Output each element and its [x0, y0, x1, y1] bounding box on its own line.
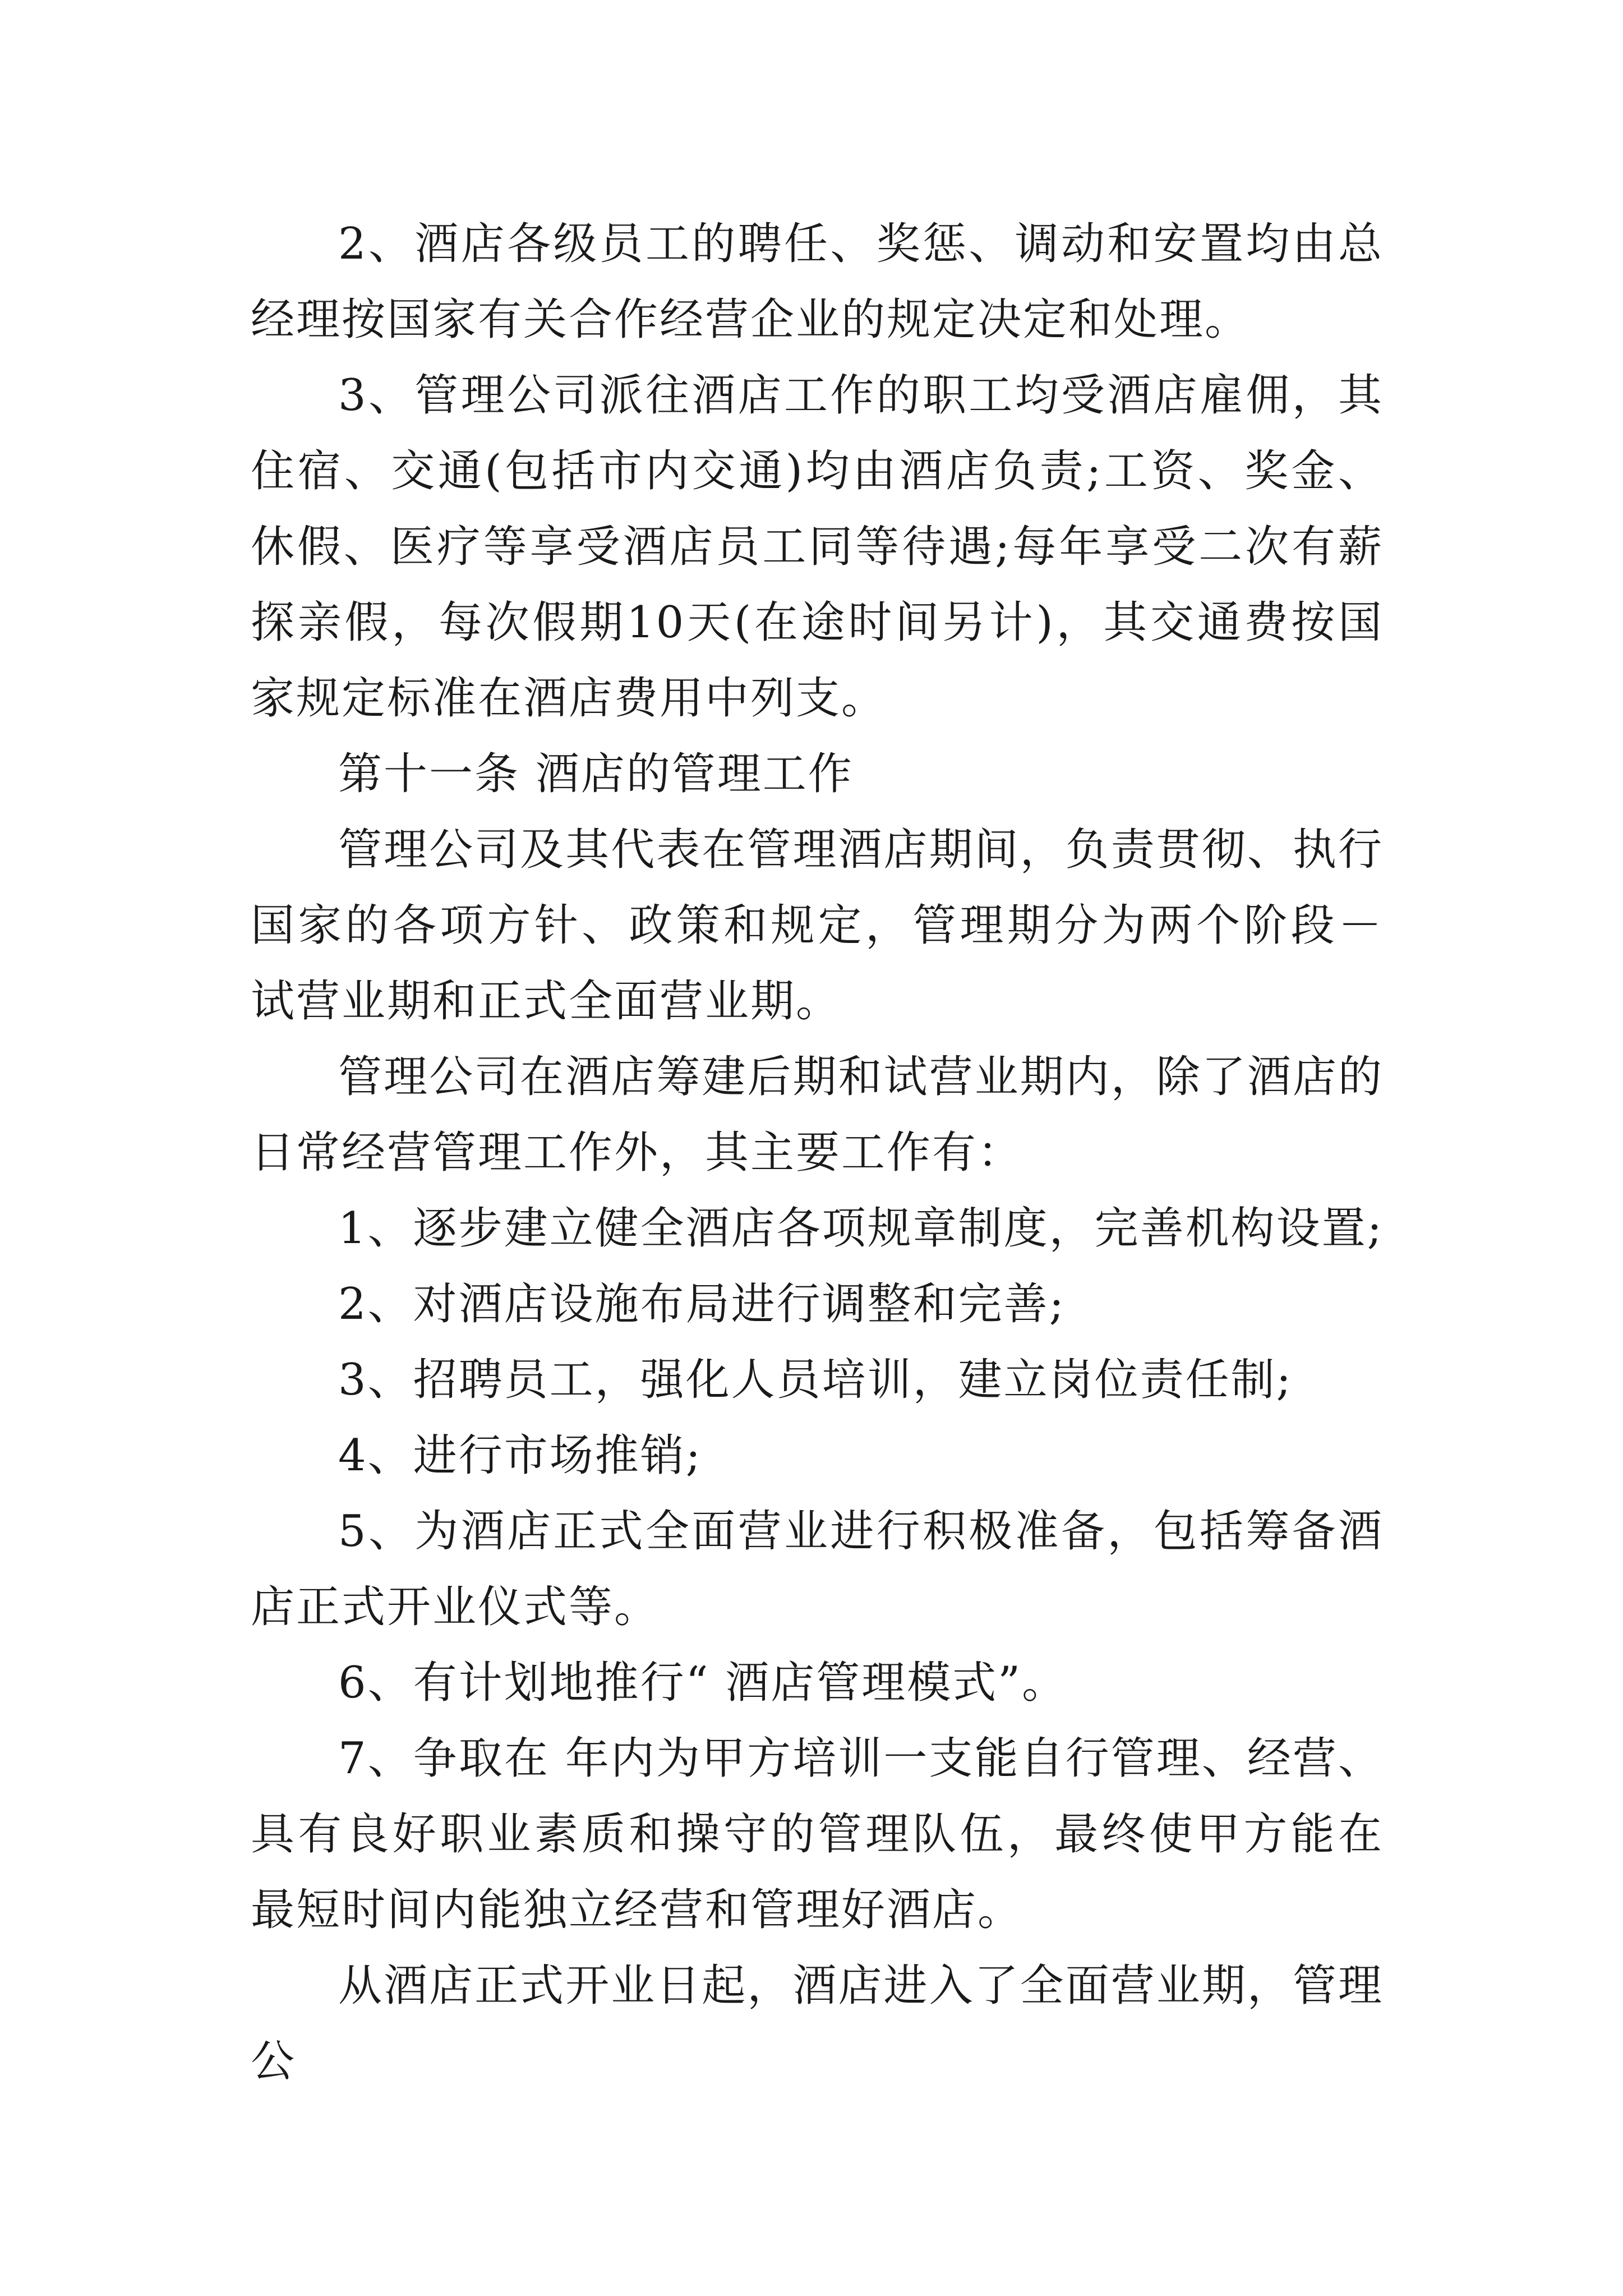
list-item-marketing: 4、进行市场推销;	[338, 1430, 702, 1481]
list-item-training-team: 7、争取在 年内为甲方培训一支能自行管理、经营、具有良好职业素质和操守的管理队伍，最终使甲方能在最短时间内能独立经营和管理好酒店。	[251, 1733, 1384, 1935]
list-item-management-model: 6、有计划地推行“ 酒店管理模式”。	[338, 1658, 1068, 1708]
document-body	[251, 206, 1384, 2100]
paragraph-management-period: 管理公司及其代表在管理酒店期间，负责贯彻、执行国家的各项方针、政策和规定，管理期分为两个阶段－试营业期和正式全面营业期。	[251, 825, 1384, 1027]
list-item-opening-preparation: 5、为酒店正式全面营业进行积极准备，包括筹备酒店正式开业仪式等。	[251, 1506, 1384, 1632]
list-item-rules: 1、逐步建立健全酒店各项规章制度，完善机构设置;	[338, 1203, 1384, 1254]
list-item-facilities: 2、对酒店设施布局进行调整和完善;	[338, 1279, 1066, 1329]
paragraph-dispatched-staff: 3、管理公司派往酒店工作的职工均受酒店雇佣，其住宿、交通(包括市内交通)均由酒店负责;工资、奖金、休假、医疗等享受酒店员工同等待遇;每年享受二次有薪探亲假，每次假期10天(在途时间另计)，其交通费按国家规定标准在酒店费用中列支。	[251, 370, 1384, 724]
paragraph-full-operation: 从酒店正式开业日起，酒店进入了全面营业期，管理公	[251, 1961, 1384, 2087]
paragraph-staff-appointment: 2、酒店各级员工的聘任、奖惩、调动和安置均由总经理按国家有关合作经营企业的规定决定和处理。	[251, 219, 1384, 345]
paragraph-trial-period-intro: 管理公司在酒店筹建后期和试营业期内，除了酒店的日常经营管理工作外，其主要工作有：	[251, 1052, 1384, 1178]
list-item-recruitment: 3、招聘员工，强化人员培训，建立岗位责任制;	[338, 1355, 1293, 1405]
article-heading: 第十一条 酒店的管理工作	[338, 749, 854, 799]
